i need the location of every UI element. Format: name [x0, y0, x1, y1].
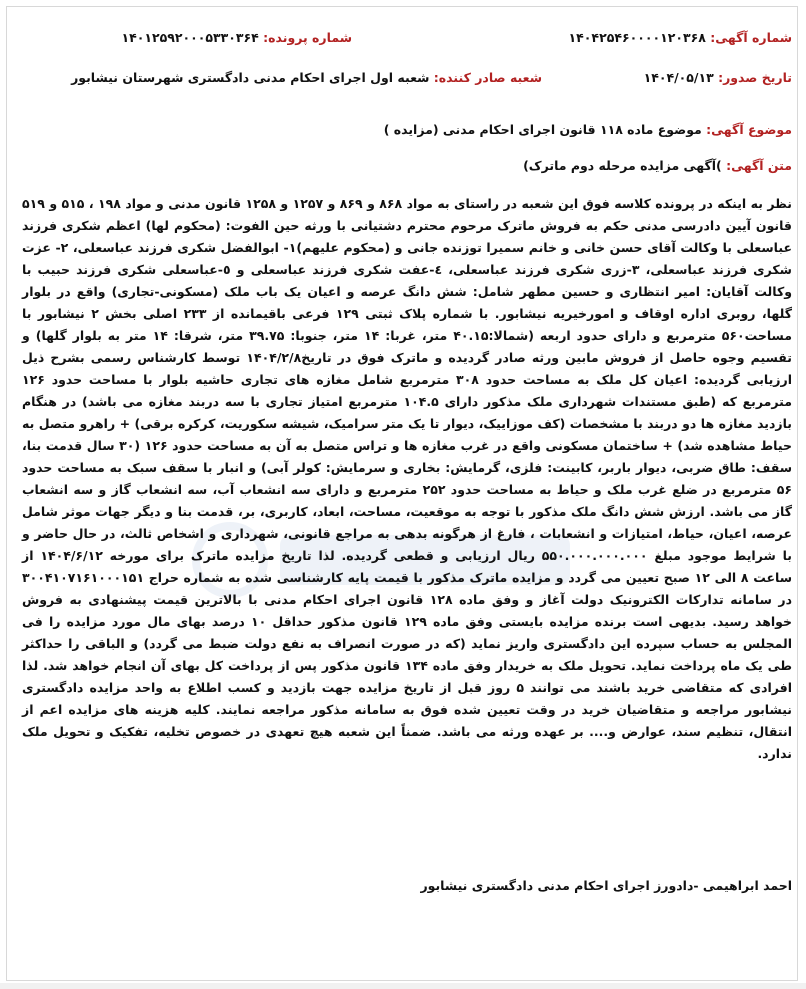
- header-row-1: [22, 30, 792, 45]
- signature: احمد ابراهیمی -دادورز اجرای احکام مدنی دادگستری نیشابور: [420, 878, 792, 893]
- case-number-label: شماره پرونده:: [263, 30, 352, 45]
- subject-value: موضوع ماده ۱۱۸ قانون اجرای احکام مدنی (مزایده ): [383, 122, 702, 137]
- ad-text-heading: [22, 158, 792, 173]
- ad-number-label: شماره آگهی:: [710, 30, 792, 45]
- header-row-2: [22, 70, 792, 85]
- issue-date-value: ۱۴۰۴/۰۵/۱۳: [643, 70, 714, 85]
- subject-label: موضوع آگهی:: [706, 122, 792, 137]
- ad-text-label: متن آگهی:: [726, 158, 792, 173]
- subject-line: [22, 122, 792, 137]
- bottom-strip: [0, 983, 806, 989]
- ad-body: نظر به اینکه در پرونده کلاسه فوق این شعبه در راستای به مواد ۸۶۸ و ۸۶۹ و ۱۲۵۷ و ۱۲۵۸ قانون مدنی و مواد ۱۹۸ ، ۵۱۵ و ۵۱۹ قانون آیین دادرسی مدنی حکم به فروش ماترک مرحوم محترم دشتیانی با ورثه حین الفوت: (محکوم لها) اعظم شکری فرزند عباسعلی با وکالت آقای حسن خانی و خانم سمیرا توزنده جانی و (محکوم علیهم)۱- ابوالفضل شکری فرزند عباسعلی، ۲- عزت شکری فرزند عباسعلی، ۳-زری شکری فرزند عباسعلی، ٤-عفت شکری فرزند عباسعلی و ٥-عباسعلی شکری فرزند حبیب با وکالت آقایان: امیر انتظاری و حسین مطهر شامل: شش دانگ عرصه و اعیان یک باب ملک (مسکونی-تجاری) واقع در بلوار گلها، روبری اداره اوقاف و امورخیریه نیشابور. با شماره پلاک ثبتی ۱۲۹ فرعی باقیمانده از ۲۳۳ اصلی بخش ۲ نیشابور با مساحت۵۶۰ مترمربع و دارای حدود اربعه (شمالا:۴۰.۱۵ متر، غربا: ۱۴ متر، جنوبا: ۳۹.۷۵ متر، شرقا: ۱۴ متر به بلوار گلها) و تقسیم وجوه حاصل از فروش مابین ورثه صادر گردیده و ماترک فوق در تاریخ۱۴۰۴/۲/۸ توسط کارشناس رسمی بشرح ذیل ارزیابی گردیده: اعیان کل ملک به مساحت حدود ۳۰۸ مترمربع شامل مغازه های تجاری حاشیه بلوار با مساحت حدود ۱۲۶ مترمربع که (طبق مستندات شهرداری ملک مذکور دارای ۱۰۴.۵ مترمربع امتیاز تجاری با سه دربند مغازه می باشد) در هنگام بازدید مغازه ها دو دربند با مشخصات (کف موزاییک، دیوار تا یک متر سرامیک، شیشه سکوریت، کرکره برقی) + راهرو متصل به حیاط مشاهده شد) + ساختمان مسکونی واقع در غرب مغازه ها و تراس متصل به آن به مساحت حدود ۱۲۶ (۳۰ سال قدمت بنا، سقف: طاق ضربی، دیوار باربر، کابینت: فلزی، گرمایش: بخاری و سرمایش: کولر آبی) و انبار با سقف سبک به مساحت حدود ۵۶ مترمربع در ضلع غرب ملک و حیاط به مساحت حدود ۲۵۲ مترمربع و دارای سه انشعاب آب، سه انشعاب گاز و سه انشعاب گاز می باشد. ارزش شش دانگ ملک مذکور با توجه به موقعیت، مساحت، ابعاد، کاربری، بر، قدمت بنا و دیگر جهات موثر شامل عرصه، اعیان، حیاط، امتیازات و انشعابات ، فارغ از هرگونه بدهی به مراجع قانونی، شهرداری و اشخاص ثالث، در حال حاضر و با شرایط موجود مبلغ ۵۵۰.۰۰۰.۰۰۰.۰۰۰ ریال ارزیابی و قطعی گردیده. لذا تاریخ مزایده ماترک برای مورخه ۱۴۰۴/۶/۱۲ از ساعت ۸ الی ۱۲ صبح تعیین می گردد و مزایده ماترک مذکور با قیمت پایه کارشناسی شده به شماره حراج ۳۰۰۴۱۰۷۱۶۱۰۰۰۱۵۱ در سامانه تدارکات الکترونیک دولت آغاز و وفق ماده ۱۲۸ قانون اجرای احکام مدنی با بالاترین قیمت پیشنهادی به فروش خواهد رسید. بدیهی است برنده مزایده بایستی وفق ماده ۱۲۹ قانون مذکور حداقل ۱۰ درصد بهای مال مورد مزایده را فی المجلس به حساب سپرده این دادگستری واریز نماید (که در صورت انصراف به نفع دولت ضبط می گردد) و الباقی را حداکثر طی یک ماه پرداخت نماید. تحویل ملک به خریدار وفق ماده ۱۳۴ قانون مذکور پس از پرداخت کل بهای آن انجام خواهد شد. لذا افرادی که متقاضی خرید باشند می توانند ۵ روز قبل از تاریخ مزایده جهت بازدید و کسب اطلاع به واحد مزایده دادگستری نیشابور مراجعه و متقاضیان خرید در وقت تعیین شده فوق به سامانه مذکور مراجعه نمایند. کلیه هزینه های مزایده اعم از انتقال، تنظیم سند، عوارض و.... بر عهده ورثه می باشد. ضمناً این شعبه هیچ تعهدی در خصوص تخلیه، تفکیک و تحویل ملک ندارد.: [22, 196, 793, 761]
- ad-number-value: ۱۴۰۴۲۵۴۶۰۰۰۰۱۲۰۳۶۸: [568, 30, 706, 45]
- issuer-label: شعبه صادر کننده:: [433, 70, 542, 85]
- issuer: [22, 70, 542, 85]
- case-number: [22, 30, 352, 45]
- ad-number: [362, 30, 792, 45]
- case-number-value: ۱۴۰۱۲۵۹۲۰۰۰۵۳۳۰۳۶۴: [121, 30, 259, 45]
- ad-text-title: )آگهی مزایده مرحله دوم ماترک): [523, 158, 722, 173]
- issue-date: [572, 70, 792, 85]
- issue-date-label: تاریخ صدور:: [718, 70, 792, 85]
- issuer-value: شعبه اول اجرای احکام مدنی دادگستری شهرستان نیشابور: [71, 70, 430, 85]
